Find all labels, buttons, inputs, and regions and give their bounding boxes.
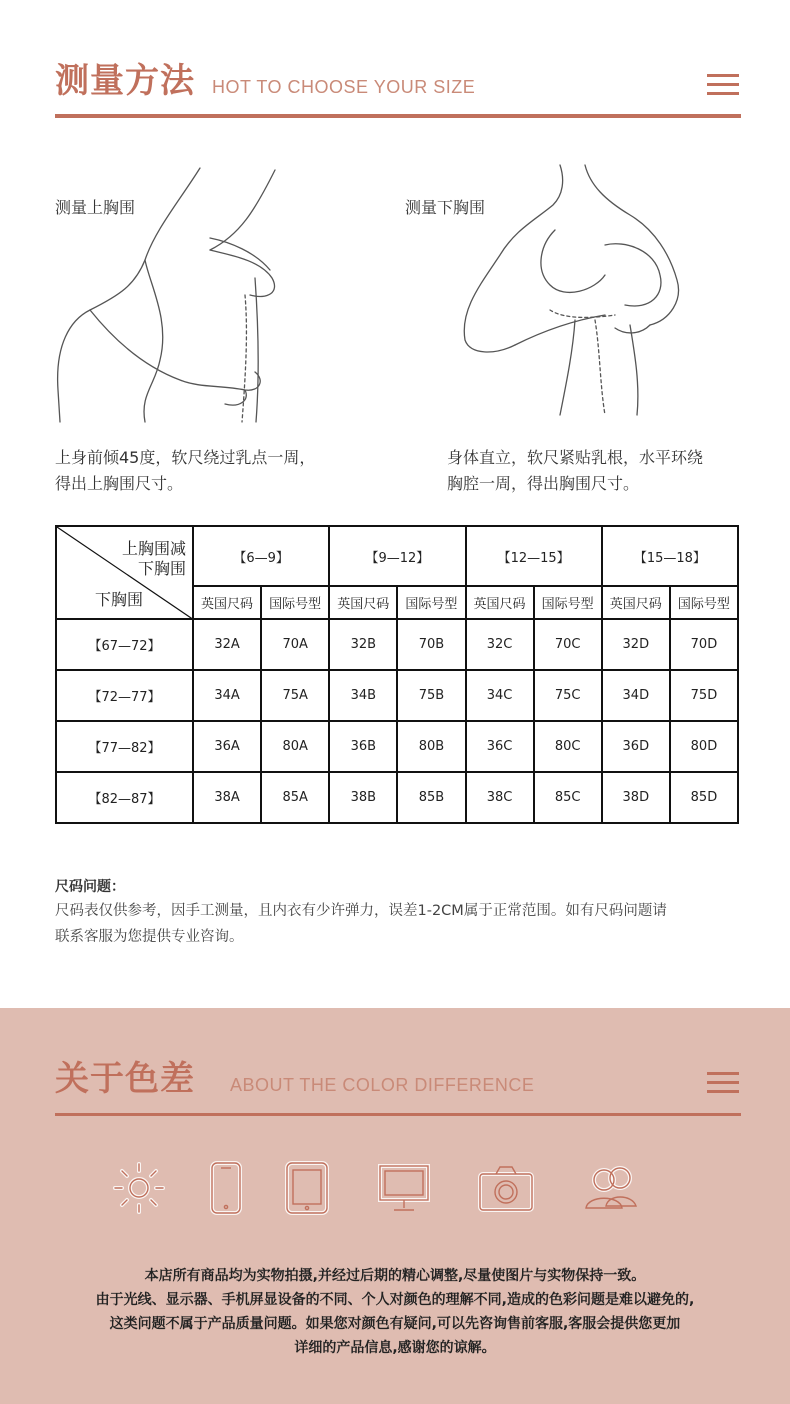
color-note-line: 由于光线、显示器、手机屏显设备的不同、个人对颜色的理解不同,造成的色彩问题是难以避免的,	[95, 1292, 695, 1308]
size-cell: 32B	[329, 619, 397, 670]
menu-icon[interactable]	[707, 74, 739, 96]
size-cell: 32A	[193, 619, 261, 670]
phone-icon	[206, 1158, 246, 1218]
group-header: 【9—12】	[329, 526, 465, 586]
sub-header: 英国尺码	[602, 586, 670, 619]
measure-title: 测量方法	[55, 61, 195, 101]
tablet-icon	[283, 1158, 331, 1218]
under-bust-illustration	[455, 160, 695, 420]
device-icons-row	[108, 1158, 648, 1218]
size-cell: 34B	[329, 670, 397, 721]
measure-header	[55, 50, 741, 110]
table-corner-cell	[56, 526, 193, 619]
color-header	[55, 1048, 741, 1108]
sun-icon	[108, 1158, 170, 1218]
size-cell: 70D	[670, 619, 738, 670]
sub-header: 国际号型	[670, 586, 738, 619]
color-title-en: ABOUT THE COLOR DIFFERENCE	[230, 1075, 535, 1095]
under-bust-description: 身体直立，软尺紧贴乳根，水平环绕 胸腔一周，得出胸围尺寸。	[447, 448, 704, 493]
monitor-icon	[376, 1158, 432, 1218]
size-cell: 80A	[261, 721, 329, 772]
corner-label-bottom: 下胸围	[95, 590, 144, 609]
color-note-line: 这类问题不属于产品质量问题。如果您对颜色有疑问,可以先咨询售前客服,客服会提供您更加	[109, 1316, 681, 1332]
table-row	[56, 772, 738, 823]
size-cell: 32C	[466, 619, 534, 670]
size-cell: 75D	[670, 670, 738, 721]
sub-header: 英国尺码	[466, 586, 534, 619]
header-divider	[55, 114, 741, 118]
range-cell: 【67—72】	[56, 619, 193, 670]
size-cell: 80D	[670, 721, 738, 772]
size-cell: 38C	[466, 772, 534, 823]
menu-icon[interactable]	[707, 1072, 739, 1094]
size-cell: 38D	[602, 772, 670, 823]
sub-header: 国际号型	[534, 586, 602, 619]
table-row	[56, 670, 738, 721]
users-icon	[578, 1158, 648, 1218]
size-note-body: 尺码表仅供参考，因手工测量，且内衣有少许弹力，误差1-2CM属于正常范围。如有尺码问题请 联系客服为您提供专业咨询。	[55, 903, 667, 945]
camera-icon	[476, 1158, 536, 1218]
size-cell: 36B	[329, 721, 397, 772]
color-title: 关于色差	[55, 1059, 195, 1099]
range-cell: 【77—82】	[56, 721, 193, 772]
sub-header: 英国尺码	[329, 586, 397, 619]
size-cell: 85B	[397, 772, 465, 823]
size-cell: 32D	[602, 619, 670, 670]
size-cell: 36C	[466, 721, 534, 772]
sub-header: 国际号型	[397, 586, 465, 619]
size-cell: 85C	[534, 772, 602, 823]
group-header: 【6—9】	[193, 526, 329, 586]
range-cell: 【72—77】	[56, 670, 193, 721]
upper-bust-description: 上身前倾45度，软尺绕过乳点一周， 得出上胸围尺寸。	[55, 448, 316, 493]
header-divider	[55, 1113, 741, 1116]
size-cell: 85D	[670, 772, 738, 823]
size-cell: 38B	[329, 772, 397, 823]
size-cell: 75C	[534, 670, 602, 721]
sub-header: 英国尺码	[193, 586, 261, 619]
table-row	[56, 619, 738, 670]
size-cell: 75A	[261, 670, 329, 721]
size-cell: 70A	[261, 619, 329, 670]
figure-label-upper-bust: 测量上胸围	[55, 198, 136, 217]
group-header: 【15—18】	[602, 526, 738, 586]
size-cell: 75B	[397, 670, 465, 721]
measure-title-en: HOT TO CHOOSE YOUR SIZE	[212, 77, 476, 97]
corner-label-top-1: 上胸围减	[121, 539, 186, 558]
size-cell: 80B	[397, 721, 465, 772]
size-cell: 34A	[193, 670, 261, 721]
size-cell: 80C	[534, 721, 602, 772]
size-cell: 70B	[397, 619, 465, 670]
group-header: 【12—15】	[466, 526, 602, 586]
upper-bust-illustration	[50, 160, 290, 430]
color-note	[30, 1264, 760, 1360]
corner-label-top-2: 下胸围	[137, 559, 186, 578]
size-cell: 38A	[193, 772, 261, 823]
size-note-title: 尺码问题：	[55, 879, 125, 895]
range-cell: 【82—87】	[56, 772, 193, 823]
size-cell: 36D	[602, 721, 670, 772]
color-note-line: 详细的产品信息,感谢您的谅解。	[294, 1340, 496, 1356]
color-note-line: 本店所有商品均为实物拍摄,并经过后期的精心调整,尽量使图片与实物保持一致。	[144, 1268, 646, 1284]
size-cell: 85A	[261, 772, 329, 823]
size-cell: 36A	[193, 721, 261, 772]
size-cell: 34C	[466, 670, 534, 721]
size-cell: 70C	[534, 619, 602, 670]
figure-label-under-bust: 测量下胸围	[405, 198, 486, 217]
sub-header: 国际号型	[261, 586, 329, 619]
size-cell: 34D	[602, 670, 670, 721]
table-row	[56, 721, 738, 772]
size-chart-table	[55, 525, 739, 824]
